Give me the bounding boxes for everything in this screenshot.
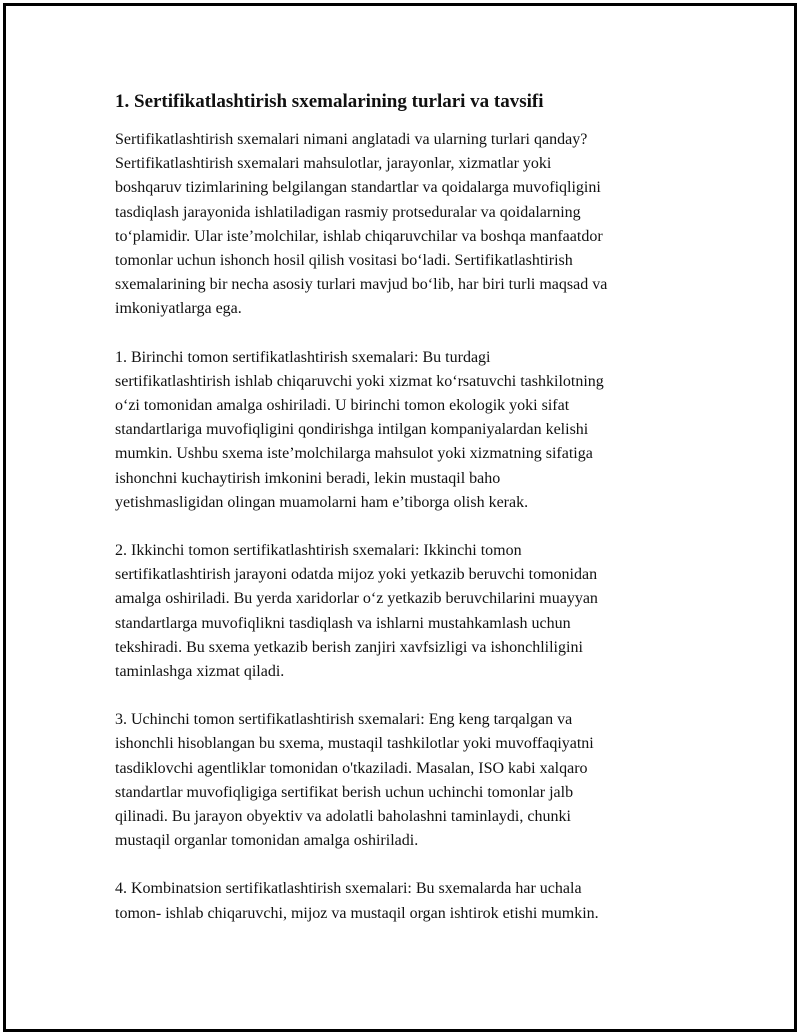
document-body bbox=[115, 90, 685, 950]
page-title: 1. Sertifikatlashtirish sxemalarining turlari va tavsifi bbox=[115, 91, 544, 112]
paragraph-combined: 4. Kombinatsion sertifikatlashtirish sxemalari: Bu sxemalarda har uchala tomon- ishlab chiqaruvchi, mijoz va mustaqil organ ishtirok etishi mumkin. bbox=[115, 880, 599, 922]
paragraph-first-party: 1. Birinchi tomon sertifikatlashtirish sxemalari: Bu turdagi sertifikatlashtirish ishlab chiqaruvchi yoki xizmat ko‘rsatuvchi tashkilotning o‘zi tomonidan amalga oshiriladi. U birinchi tomon ekologik yoki sifat standartlariga muvofiqligini qondirishga intilgan kompaniyalardan kelishi mumkin. Ushbu sxema iste’molchilarga mahsulot yoki xizmatning sifatiga ishonchni kuchaytirish imkonini beradi, lekin mustaqil baho yetishmasligidan olingan muamolarni ham e’tiborga olish kerak. bbox=[115, 348, 604, 511]
paragraph-intro: Sertifikatlashtirish sxemalari nimani anglatadi va ularning turlari qanday? Sertifikatlashtirish sxemalari mahsulotlar, jarayonlar, xizmatlar yoki boshqaruv tizimlarining belgilangan standartlar va qoidalarga muvofiqligini tasdiqlash jarayonida ishlatiladigan rasmiy protseduralar va qoidalarning to‘plamidir. Ular iste’molchilar, ishlab chiqaruvchilar va boshqa manfaatdor tomonlar uchun ishonch hosil qilish vositasi bo‘ladi. Sertifikatlashtirish sxemalarining bir necha asosiy turlari mavjud bo‘lib, har biri turli maqsad va imkoniyatlarga ega. bbox=[115, 131, 608, 318]
paragraph-second-party: 2. Ikkinchi tomon sertifikatlashtirish sxemalari: Ikkinchi tomon sertifikatlashtirish jarayoni odatda mijoz yoki yetkazib beruvchi tomonidan amalga oshiriladi. Bu yerda xaridorlar o‘z yetkazib beruvchilarini muayyan standartlarga muvofiqlikni tasdiqlash va ishlarni mustahkamlash uchun tekshiradi. Bu sxema yetkazib berish zanjiri xavfsizligi va ishonchliligini taminlashga xizmat qiladi. bbox=[115, 542, 598, 681]
paragraph-third-party: 3. Uchinchi tomon sertifikatlashtirish sxemalari: Eng keng tarqalgan va ishonchli hisoblangan bu sxema, mustaqil tashkilotlar yoki muvoffaqiyatni tasdiklovchi agentliklar tomonidan o'tkaziladi. Masalan, ISO kabi xalqaro standartlar muvofiqligiga sertifikat berish uchun uchinchi tomonlar jalb qilinadi. Bu jarayon obyektiv va adolatli baholashni taminlaydi, chunki mustaqil organlar tomonidan amalga oshiriladi. bbox=[115, 711, 594, 850]
